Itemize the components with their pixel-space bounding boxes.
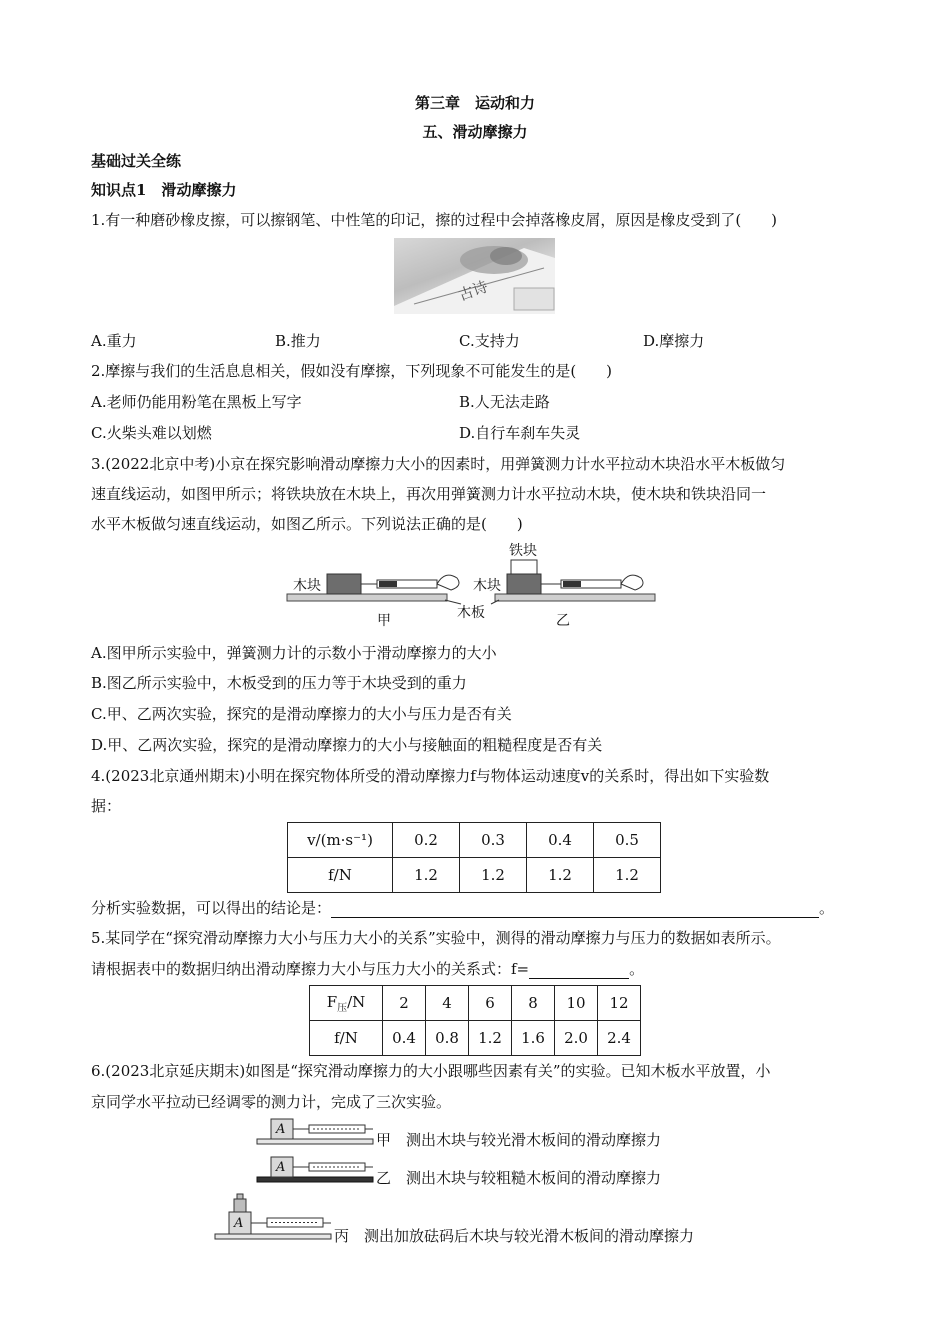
q4-table	[287, 822, 661, 893]
q4-conclusion-prefix: 分析实验数据，可以得出的结论是：	[91, 899, 332, 917]
hand-yi	[621, 575, 643, 590]
q4-cell: 0.5	[594, 823, 661, 858]
q2-option-c: C.火柴头难以划燃	[91, 424, 212, 442]
iron-block	[511, 560, 537, 574]
q2-option-b: B.人无法走路	[459, 393, 550, 411]
label-board: 木板	[457, 605, 485, 621]
smooth-board-jia	[257, 1139, 373, 1144]
q2-option-d: D.自行车刹车失灵	[459, 424, 581, 442]
q6-caption-jia: 甲 测出木块与较光滑木板间的滑动摩擦力	[376, 1131, 662, 1149]
q6-figure-bing	[215, 1192, 335, 1242]
q4-cell: 1.2	[527, 858, 594, 893]
q6-figure-yi	[257, 1155, 377, 1185]
q4-header-v: v/(m·s⁻¹)	[288, 823, 393, 858]
q3-line1: 3.(2022北京中考)小京在探究影响滑动摩擦力大小的因素时，用弹簧测力计水平拉动木块沿水平木板做匀	[91, 455, 786, 473]
q3-option-d: D.甲、乙两次实验，探究的是滑动摩擦力的大小与接触面的粗糙程度是否有关	[91, 736, 603, 754]
q5-line1: 5.某同学在“探究滑动摩擦力大小与压力大小的关系”实验中，测得的滑动摩擦力与压力的数据如表所示。	[91, 929, 781, 947]
board-jia	[287, 594, 447, 601]
q2-option-a: A.老师仍能用粉笔在黑板上写字	[91, 393, 302, 411]
section-title: 五、滑动摩擦力	[422, 123, 528, 141]
eraser-photo-drawing	[394, 238, 555, 314]
q5-cell: 2.0	[555, 1021, 598, 1056]
q4-header-f: f/N	[288, 858, 393, 893]
q4-cell: 0.2	[393, 823, 460, 858]
label-block-jia: 木块	[293, 578, 321, 594]
q5-answer-blank[interactable]	[529, 962, 629, 979]
q1-option-a: A.重力	[91, 332, 137, 350]
q5-cell: 10	[555, 986, 598, 1021]
q1-option-d: D.摩擦力	[643, 332, 705, 350]
q5-cell: 12	[598, 986, 641, 1021]
q6-block-label-bing: A	[234, 1216, 244, 1231]
q5-cell: 2	[383, 986, 426, 1021]
q4-cell: 1.2	[460, 858, 527, 893]
q4-cell: 1.2	[594, 858, 661, 893]
label-block-yi: 木块	[473, 578, 501, 594]
q5-cell: 1.6	[512, 1021, 555, 1056]
q6-caption-yi: 乙 测出木块与较粗糙木板间的滑动摩擦力	[376, 1169, 662, 1187]
q6-line2: 京同学水平拉动已经调零的测力计，完成了三次实验。	[91, 1093, 452, 1111]
q5-cell: 2.4	[598, 1021, 641, 1056]
q6-caption-bing: 丙 测出加放砝码后木块与较光滑木板间的滑动摩擦力	[334, 1227, 695, 1245]
label-iron: 铁块	[509, 543, 537, 559]
q5-line2-prefix: 请根据表中的数据归纳出滑动摩擦力大小与压力大小的关系式：f=	[91, 960, 530, 978]
smooth-board-bing	[215, 1234, 331, 1239]
knowledge-point-title: 知识点1 滑动摩擦力	[91, 181, 237, 199]
q4-line2: 据：	[91, 797, 122, 815]
q4-conclusion-suffix: 。	[819, 899, 835, 917]
q3-option-b: B.图乙所示实验中，木板受到的压力等于木块受到的重力	[91, 674, 467, 692]
q1-text: 1.有一种磨砂橡皮擦，可以擦钢笔、中性笔的印记，擦的过程中会掉落橡皮屑，原因是橡皮受到了( )	[91, 211, 778, 229]
q6-block-label-jia: A	[276, 1122, 286, 1137]
block-yi	[507, 574, 541, 594]
q2-text: 2.摩擦与我们的生活息息相关，假如没有摩擦，下列现象不可能发生的是( )	[91, 362, 613, 380]
q5-table	[309, 985, 641, 1056]
q6-block-label-yi: A	[276, 1160, 286, 1175]
q5-cell: 8	[512, 986, 555, 1021]
hand-jia	[437, 575, 459, 590]
practice-title: 基础过关全练	[91, 152, 182, 170]
q1-option-b: B.推力	[275, 332, 321, 350]
rough-board-yi	[257, 1177, 373, 1182]
q1-option-c: C.支持力	[459, 332, 520, 350]
q3-line2: 速直线运动，如图甲所示；将铁块放在木块上，再次用弹簧测力计水平拉动木块，使木块和铁块沿同一	[91, 485, 767, 503]
caption-yi: 乙	[556, 613, 570, 629]
q5-line2	[91, 958, 644, 979]
q5-cell: 0.8	[426, 1021, 469, 1056]
q4-conclusion	[91, 897, 834, 918]
q5-cell: 4	[426, 986, 469, 1021]
chapter-title: 第三章 运动和力	[414, 94, 535, 112]
q6-line1: 6.(2023北京延庆期末)如图是“探究滑动摩擦力的大小跟哪些因素有关”的实验。已知木板水平放置，小	[91, 1062, 771, 1080]
q4-cell: 0.3	[460, 823, 527, 858]
q5-header-fpressure: $F_压/N$	[310, 986, 383, 1021]
q4-answer-blank[interactable]	[331, 901, 819, 918]
eraser-photo	[394, 238, 555, 314]
q5-cell: 6	[469, 986, 512, 1021]
q5-header-f: f/N	[310, 1021, 383, 1056]
q5-cell: 1.2	[469, 1021, 512, 1056]
q6-figure-jia	[257, 1117, 377, 1147]
q3-option-c: C.甲、乙两次实验，探究的是滑动摩擦力的大小与压力是否有关	[91, 705, 512, 723]
weight	[234, 1199, 246, 1212]
q4-line1: 4.(2023北京通州期末)小明在探究物体所受的滑动摩擦力f与物体运动速度v的关系时，得出如下实验数	[91, 767, 770, 785]
block-jia	[327, 574, 361, 594]
caption-jia: 甲	[377, 613, 391, 629]
q4-cell: 0.4	[527, 823, 594, 858]
q3-option-a: A.图甲所示实验中，弹簧测力计的示数小于滑动摩擦力的大小	[91, 644, 497, 662]
eraser-photo-text: 古诗	[455, 277, 491, 305]
q5-cell: 0.4	[383, 1021, 426, 1056]
q5-line2-suffix: 。	[629, 960, 645, 978]
q3-line3: 水平木板做匀速直线运动，如图乙所示。下列说法正确的是( )	[91, 515, 523, 533]
q4-cell: 1.2	[393, 858, 460, 893]
board-yi	[495, 594, 655, 601]
